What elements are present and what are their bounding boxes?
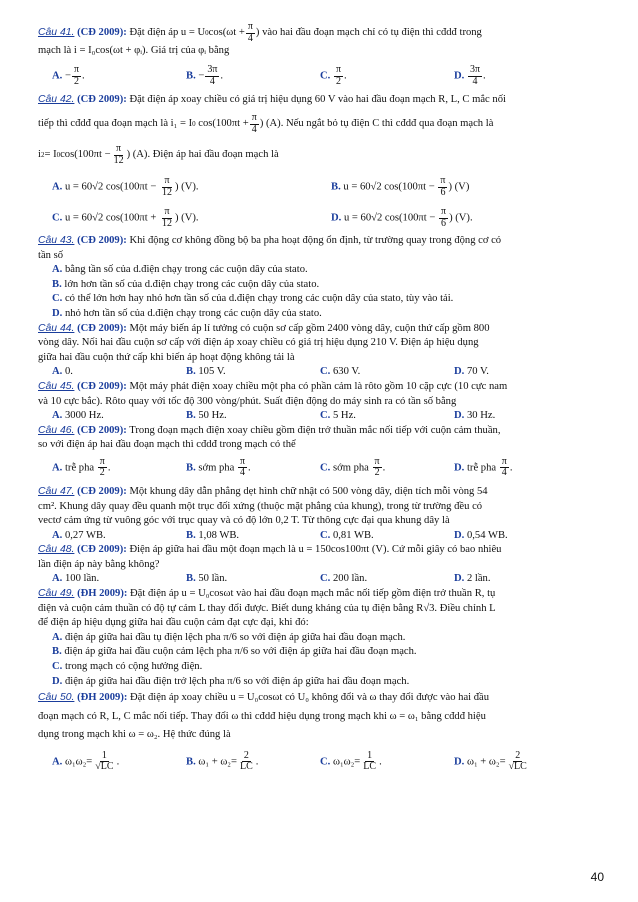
fraction [72, 65, 81, 87]
question-text: để điện áp hiệu dụng giữa hai đầu cuộn cảm đạt cực đại, khi đó: [38, 617, 309, 629]
option-label: B. [186, 366, 196, 378]
option-label: D. [454, 573, 465, 585]
question-text: ) (A). Điện áp hai đầu đoạn mạch là [126, 148, 279, 160]
option-label: C. [320, 366, 331, 378]
option-d[interactable] [38, 675, 610, 690]
option-label: B. [331, 181, 341, 193]
option-text: 1,08 WB. [198, 529, 240, 541]
option-label: A. [52, 529, 63, 541]
option-text: ) (V). [449, 212, 473, 224]
option-b[interactable]: B. sớm pha $\frac{\pi}{4}$ . [186, 455, 251, 479]
denominator: 4 [209, 75, 215, 87]
option-b[interactable] [186, 365, 320, 380]
document-page [38, 20, 610, 779]
option-d[interactable] [454, 409, 588, 424]
option-b[interactable] [331, 176, 610, 198]
option-d[interactable] [454, 365, 588, 380]
question-source: (CĐ 2009): [77, 322, 127, 334]
question-source: (CĐ 2009): [77, 26, 127, 38]
question-text: ) (A). Nếu ngắt bỏ tụ điện C thì cđdđ qua đoạn mạch là [259, 117, 494, 129]
option-label: A. [52, 631, 63, 643]
question-text: Điện áp giữa hai đầu một đoạn mạch là u = 150cos100πt (V). Cứ mỗi giây có bao nhiêu [129, 544, 502, 556]
numerator: 2 [515, 749, 521, 761]
option-label: D. [454, 462, 465, 474]
question-source: (CĐ 2009): [77, 424, 127, 436]
question-47 [38, 485, 610, 543]
option-a[interactable] [52, 176, 331, 198]
option-b[interactable] [38, 645, 610, 660]
option-label: C. [320, 462, 331, 474]
option-c[interactable] [320, 751, 454, 773]
question-source: (CĐ 2009): [77, 544, 127, 556]
subscript: 0 [205, 28, 209, 37]
denominator: LC [363, 761, 377, 773]
option-label: D. [331, 212, 342, 224]
option-text: lớn hơn tần số của d.điện chạy trong các cuộn dây của stato. [64, 278, 320, 290]
question-text: cos(ωt + [208, 26, 245, 38]
option-c[interactable] [320, 365, 454, 380]
option-text: 5 Hz. [332, 410, 356, 422]
numerator: 3π [207, 64, 218, 75]
numerator: π [99, 455, 105, 467]
question-text: i [38, 148, 41, 160]
denominator: 4 [239, 467, 245, 479]
option-label: B. [186, 756, 196, 768]
fraction [468, 65, 482, 87]
option-text: có thể lớn hơn hay nhỏ hơn tần số của d.điện chạy trong các cuộn dây của stato, tùy vào tải. [64, 293, 454, 305]
option-text: sớm pha [198, 462, 235, 474]
question-48 [38, 543, 610, 587]
question-number: Câu 43. [38, 235, 75, 246]
option-label: D. [454, 70, 465, 82]
question-text: ) vào hai đầu đoạn mạch chỉ có tụ điện thì cđdđ trong [255, 26, 482, 38]
question-41 [38, 20, 610, 90]
numerator: π [335, 64, 342, 75]
question-text: cos(100πt + [198, 117, 249, 129]
question-source: (CĐ 2009): [77, 485, 127, 497]
option-d[interactable]: D. trễ pha $\frac{\pi}{4}$ . [454, 455, 513, 479]
option-a[interactable] [52, 751, 186, 773]
option-text: bằng tần số của d.điện chạy trong các cuộn dây của stato. [64, 264, 308, 276]
option-label: C. [320, 756, 331, 768]
numerator: π [251, 112, 257, 123]
question-number: Câu 41. [38, 26, 75, 38]
question-number: Câu 50. [38, 692, 75, 704]
option-text: u = 60√2 cos(100πt − [64, 181, 159, 193]
fraction [373, 457, 382, 479]
fraction [112, 144, 126, 166]
option-text: điện áp giữa hai đầu cuộn cảm lệch pha π/6 so với điện áp giữa hai đầu đoạn mạch. [64, 646, 417, 658]
question-number: Câu 44. [38, 322, 75, 334]
question-text: Đặt điện áp xoay chiều u = U₀cosωt có U₀ không đổi và ω thay đổi được vào hai đầu [130, 692, 490, 704]
numerator: π [501, 455, 507, 467]
question-text: Trong đoạn mạch điện xoay chiều gồm điện trở thuần mắc nối tiếp với cuộn cảm thuần, [129, 424, 501, 436]
numerator: 1 [101, 749, 107, 761]
question-text: lần điện áp này bằng không? [38, 558, 160, 570]
denominator: 2 [73, 75, 79, 87]
denominator: √LC [508, 761, 527, 773]
option-label: A. [52, 410, 63, 422]
option-text: 0,27 WB. [64, 529, 106, 541]
option-a[interactable]: A. trễ pha $\frac{\pi}{2}$ . [52, 455, 111, 479]
option-c[interactable] [38, 660, 610, 675]
option-d[interactable] [331, 207, 610, 229]
question-number: Câu 48. [38, 544, 75, 556]
option-a[interactable] [52, 409, 186, 424]
numerator: π [374, 455, 380, 467]
punctuation: . [379, 756, 382, 768]
option-text: 70 V. [466, 366, 489, 378]
denominator: 2 [374, 467, 380, 479]
option-label: C. [320, 573, 331, 585]
option-text: 0,81 WB. [332, 529, 374, 541]
question-text: vectơ cảm ứng từ vuông góc với trục quay và có độ lớn 0,2 T. Từ thông cực đại qua khung dây là [38, 515, 450, 527]
option-label: B. [186, 529, 196, 541]
fraction [98, 457, 107, 479]
denominator: 12 [113, 154, 124, 166]
option-a[interactable]: A. − $\frac{\pi}{2}$ . [52, 64, 85, 87]
question-text: và 10 cực bắc). Rôto quay với tốc độ 300 vòng/phút. Suất điện động do máy sinh ra có tần số bằng [38, 395, 457, 407]
question-source: (CĐ 2009): [77, 94, 127, 105]
option-label: A. [52, 264, 63, 276]
fraction [438, 176, 447, 198]
option-text: ω₁ω₂= [332, 756, 361, 768]
question-44 [38, 322, 610, 380]
denominator: 12 [162, 217, 172, 229]
question-number: Câu 45. [38, 380, 75, 392]
question-50 [38, 689, 610, 779]
option-d[interactable]: D. $\frac{3\pi}{4}$ . [454, 64, 486, 87]
option-label: C. [52, 212, 63, 224]
fraction [500, 457, 509, 479]
numerator: π [440, 175, 446, 186]
option-text: trễ pha [64, 462, 95, 474]
question-text: vòng dây. Nối hai đầu cuộn sơ cấp với điện áp xoay chiều có giá trị hiệu dụng 210 V. Điện áp hiệu dụng [38, 337, 479, 349]
question-number: Câu 49. [38, 588, 75, 600]
question-45 [38, 380, 610, 424]
option-text: điện áp giữa hai đầu điện trở lệch pha π/6 so với điện áp giữa hai đầu đoạn mạch. [64, 675, 410, 687]
option-text: 105 V. [198, 366, 226, 378]
option-text: điện áp giữa hai đầu tụ điện lệch pha π/6 so với điện áp giữa hai đầu đoạn mạch. [64, 631, 406, 643]
option-text: ) (V). [175, 181, 199, 193]
question-text: = I [44, 148, 57, 160]
question-number: Câu 47. [38, 485, 75, 497]
fraction [361, 751, 378, 773]
option-label: C. [320, 410, 331, 422]
option-label: B. [186, 70, 196, 82]
question-text: mạch là i = I₀cos(ωt + φᵢ). Giá trị của φᵢ bằng [38, 45, 230, 56]
numerator: π [164, 175, 170, 186]
option-b[interactable] [186, 572, 320, 587]
option-label: A. [52, 756, 63, 768]
option-text: 50 lần. [198, 573, 228, 585]
option-label: D. [454, 529, 465, 541]
question-source: (CĐ 2009): [77, 380, 127, 392]
denominator: 2 [99, 467, 105, 479]
question-text: Đặt điện áp xoay chiều có giá trị hiệu dụng 60 V vào hai đầu đoạn mạch R, L, C mắc nối [129, 94, 506, 105]
fraction [238, 751, 255, 773]
question-49 [38, 587, 610, 689]
option-label: D. [52, 675, 63, 687]
fraction [250, 113, 259, 135]
question-text: Một máy phát điện xoay chiều một pha có phần cảm là rôto gồm 10 cặp cực (10 cực nam [129, 380, 508, 392]
question-text: đoạn mạch có R, L, C mắc nối tiếp. Thay đổi ω thì cđdđ hiệu dụng trong mạch khi ω = ω₁ bằng cđdđ hiệu [38, 710, 486, 722]
option-text: 50 Hz. [198, 410, 227, 422]
numerator: 2 [243, 749, 249, 761]
numerator: π [247, 21, 253, 32]
option-text: − [198, 70, 205, 82]
option-d[interactable] [454, 751, 588, 773]
option-label: C. [52, 661, 63, 673]
option-a[interactable] [52, 529, 186, 544]
option-label: B. [52, 646, 62, 658]
denominator: 4 [251, 123, 257, 135]
fraction [439, 207, 448, 229]
option-d[interactable] [454, 572, 588, 587]
option-label: D. [52, 307, 63, 319]
question-source: (ĐH 2009): [77, 588, 128, 600]
denominator: 4 [501, 467, 507, 479]
option-text: ) (V). [175, 212, 199, 224]
option-label: A. [52, 462, 63, 474]
option-text: nhỏ hơn tần số của d.điện chạy trong các cuộn dây của stato. [64, 307, 322, 319]
numerator: π [116, 143, 122, 154]
numerator: π [441, 206, 447, 217]
option-b[interactable] [186, 409, 320, 424]
question-number: Câu 42. [38, 94, 75, 105]
question-number: Câu 46. [38, 424, 75, 436]
option-label: B. [186, 573, 196, 585]
option-label: A. [52, 366, 63, 378]
option-label: D. [454, 410, 465, 422]
option-text: ) (V) [448, 181, 470, 193]
denominator: 12 [162, 186, 172, 198]
question-text: Khi động cơ không đồng bộ ba pha hoạt động ổn định, từ trường quay trong động cơ có [129, 235, 502, 246]
numerator: π [239, 455, 246, 467]
option-a[interactable] [52, 365, 186, 380]
question-43 [38, 234, 610, 322]
fraction [93, 751, 115, 773]
option-d[interactable] [454, 529, 588, 544]
question-text: cm². Khung dây quay đều quanh một trục đối xứng (thuộc mặt phẳng của khung), trong từ trường đều có [38, 500, 483, 512]
option-a[interactable] [38, 263, 610, 278]
denominator: 6 [440, 186, 446, 198]
question-text: Một khung dây dẫn phẳng dẹt hình chữ nhật có 500 vòng dây, diện tích mỗi vòng 54 [129, 485, 488, 497]
numerator: π [164, 206, 170, 217]
option-label: A. [52, 573, 63, 585]
denominator: 4 [247, 32, 253, 44]
fraction [160, 207, 174, 229]
option-label: A. [52, 70, 63, 82]
option-a[interactable] [52, 572, 186, 587]
option-text: 30 Hz. [466, 410, 496, 422]
option-text: ω₁ + ω₂= [466, 756, 506, 768]
option-b[interactable]: B. − $\frac{3\pi}{4}$ . [186, 64, 224, 87]
page-number: 40 [590, 870, 604, 884]
fraction [238, 457, 247, 479]
option-label: C. [52, 293, 63, 305]
option-c[interactable] [52, 207, 331, 229]
option-label: D. [454, 366, 465, 378]
option-label: B. [186, 410, 196, 422]
question-text: điện và cuộn cảm thuần có độ tự cảm L thay đổi được. Biết dung kháng của tụ điện bằng R√3. Điều chỉnh L [38, 602, 496, 614]
question-text: tiếp thì cđdđ qua đoạn mạch là i₁ = I [38, 117, 193, 129]
question-text: Đặt điện áp u = U₀cosωt vào hai đầu đoạn mạch mắc nối tiếp gồm điện trở thuần R, tụ [130, 588, 496, 600]
option-text: 2 lần. [466, 573, 491, 585]
fraction [334, 65, 343, 87]
question-46 [38, 424, 610, 483]
option-label: C. [320, 529, 331, 541]
option-text: ω₁ + ω₂= [198, 756, 237, 768]
option-c[interactable]: C. $\frac{\pi}{2}$ . [320, 64, 347, 87]
question-text: Một máy biến áp lí tưởng có cuộn sơ cấp gồm 2400 vòng dây, cuộn thứ cấp gồm 800 [129, 322, 490, 334]
question-source: (CĐ 2009): [77, 235, 127, 246]
option-text: ω₁ω₂= [64, 756, 93, 768]
fraction [205, 65, 219, 87]
option-text: trong mạch có cộng hưởng điện. [64, 661, 203, 673]
punctuation: . [255, 756, 259, 768]
option-text: u = 60√2 cos(100πt − [343, 181, 438, 193]
question-text: cos(100πt − [60, 148, 111, 160]
denominator: 6 [441, 217, 447, 229]
denominator: 4 [472, 75, 478, 87]
option-label: B. [52, 278, 62, 290]
option-a[interactable] [38, 631, 610, 646]
option-b[interactable] [186, 751, 320, 773]
question-text: dụng trong mạch khi ω = ω₂. Hệ thức đúng là [38, 729, 231, 741]
numerator: π [73, 64, 80, 75]
question-text: giữa hai đầu cuộn thứ cấp khi biến áp hoạt động không tải là [38, 351, 295, 363]
denominator: LC [239, 761, 253, 773]
denominator: 2 [336, 75, 341, 87]
numerator: 3π [469, 64, 481, 75]
option-text: 100 lần. [64, 573, 100, 585]
punctuation: . [116, 756, 120, 768]
option-label: D. [454, 756, 465, 768]
question-text: so với điện áp hai đầu đoạn mạch thì cđdđ trong mạch có thể [38, 439, 296, 451]
denominator: √LC [95, 761, 114, 773]
option-c[interactable] [38, 292, 610, 307]
option-label: A. [52, 181, 63, 193]
option-label: B. [186, 462, 196, 474]
question-text: Đặt điện áp u = U [129, 26, 206, 38]
option-text: 630 V. [332, 366, 361, 378]
option-label: C. [320, 70, 331, 82]
option-c[interactable] [320, 409, 454, 424]
option-text: − [64, 70, 71, 82]
option-d[interactable] [38, 307, 610, 322]
option-c[interactable]: C. sớm pha $\frac{\pi}{2}$ . [320, 455, 386, 479]
option-c[interactable] [320, 529, 454, 544]
option-b[interactable] [186, 529, 320, 544]
option-text: sớm pha [332, 462, 369, 474]
question-text: tần số [38, 249, 64, 261]
option-text: trễ pha [466, 462, 497, 474]
question-source: (ĐH 2009): [77, 692, 128, 704]
option-text: 200 lần. [332, 573, 368, 585]
option-c[interactable] [320, 572, 454, 587]
option-text: 0. [64, 366, 73, 378]
option-text: 0,54 WB. [466, 529, 508, 541]
fraction [507, 751, 529, 773]
question-42: Câu 42. (CĐ 2009): Đặt điện áp xoay chiều có giá trị hiệu dụng 60 V vào hai đầu đoạn mạch R, L, C mắc nối tiếp thì cđdđ qua đoạn mạch là i₁ = I 0 cos(100πt + $\frac{\pi}{4}$ ) (A). Nếu ngắt bỏ tụ điện C thì cđdđ qua đoạn mạch là i 2 = I 0 cos(100πt − $\frac{\pi}{12}$ ) (A). Điện áp hai đầu đoạn mạch là A. u = 60√2 cos(100πt − $\frac{\pi}{12}$ ) (V). B. u = 60√2 cos(100πt − $\frac{\pi}{6}$ ) (V) C. u = 60√2 cos(100πt + $\frac{\pi}{12}$ ) (V). D. u = 60√2 cos(100πt − $\frac{\pi}{6}$ ) (V). [38, 90, 610, 234]
numerator: 1 [367, 749, 373, 761]
option-text: u = 60√2 cos(100πt − [343, 212, 438, 224]
fraction [160, 176, 174, 198]
option-text: 3000 Hz. [64, 410, 104, 422]
option-b[interactable] [38, 278, 610, 293]
option-text: u = 60√2 cos(100πt + [64, 212, 159, 224]
fraction [246, 22, 255, 44]
